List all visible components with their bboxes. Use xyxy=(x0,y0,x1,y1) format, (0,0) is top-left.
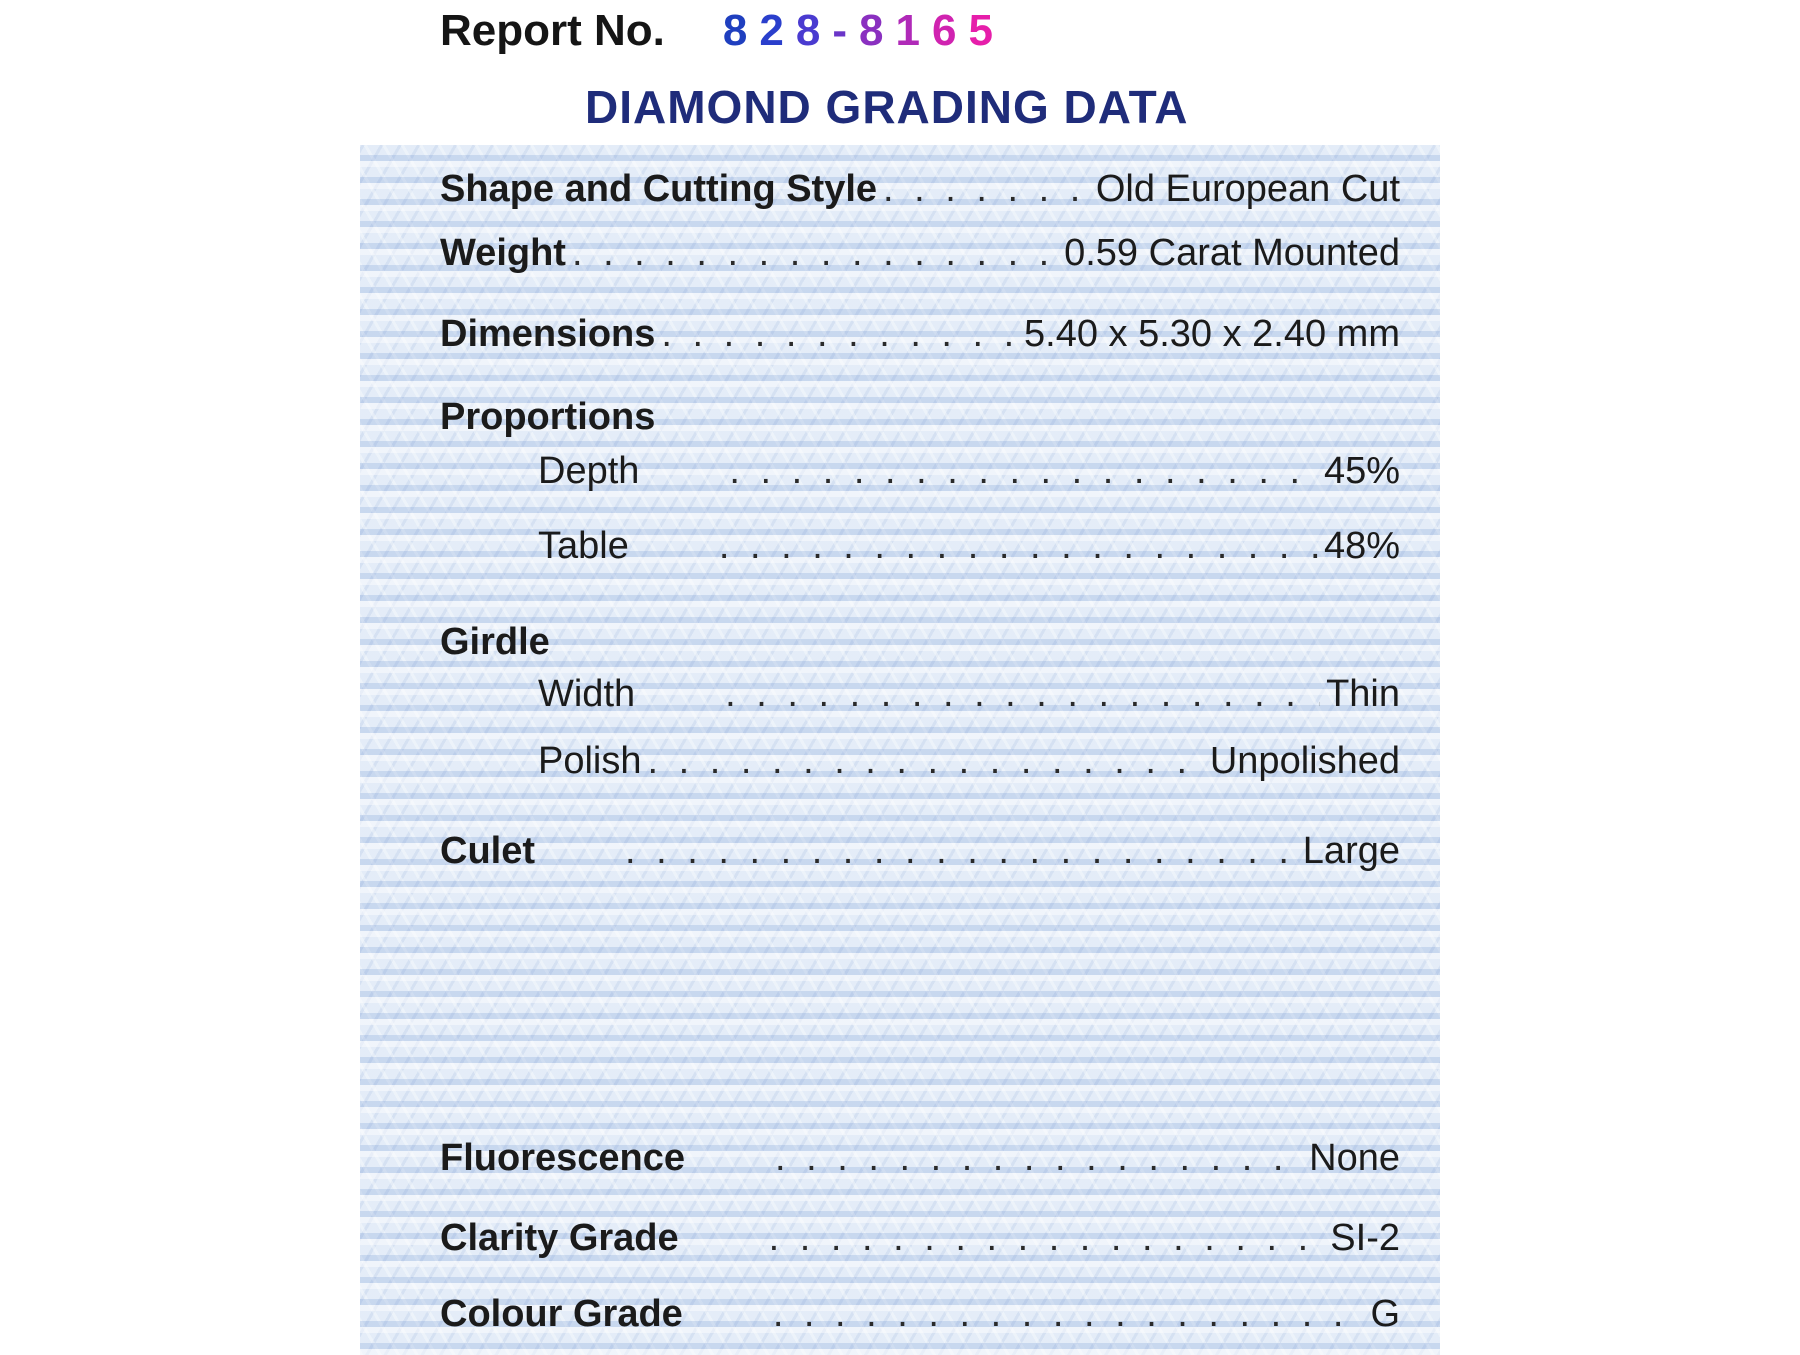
table-label: Table xyxy=(538,525,629,567)
report-header xyxy=(440,6,1005,56)
colour-row xyxy=(440,1293,1400,1336)
dimensions-value: 5.40 x 5.30 x 2.40 mm xyxy=(1024,313,1400,355)
depth-row xyxy=(440,450,1400,493)
report-number-label: Report No. xyxy=(440,6,665,55)
leader-dots xyxy=(773,1293,1365,1336)
leader-dots xyxy=(769,1217,1325,1260)
fluorescence-row xyxy=(440,1137,1400,1180)
report-digit: 6 xyxy=(931,6,969,55)
girdle-width-row xyxy=(440,673,1400,716)
leader-dots xyxy=(719,525,1318,568)
fluorescence-label: Fluorescence xyxy=(440,1137,685,1179)
dimensions-label: Dimensions xyxy=(440,313,656,355)
fluorescence-value: None xyxy=(1309,1137,1400,1179)
leader-dots xyxy=(625,830,1297,873)
leader-dots xyxy=(729,450,1318,493)
report-digit: - xyxy=(832,6,859,55)
table-value: 48% xyxy=(1323,525,1400,567)
report-digit: 5 xyxy=(968,6,1005,55)
leader-dots xyxy=(883,168,1090,211)
leader-dots xyxy=(725,673,1320,716)
girdle-polish-label: Polish xyxy=(538,740,642,782)
leader-dots xyxy=(572,232,1058,275)
page-title: DIAMOND GRADING DATA xyxy=(585,81,1189,133)
girdle-width-label: Width xyxy=(538,673,636,715)
weight-label: Weight xyxy=(440,232,566,274)
dimensions-row xyxy=(440,313,1400,356)
weight-value: 0.59 Carat Mounted xyxy=(1064,232,1400,274)
leader-dots xyxy=(775,1137,1303,1180)
depth-value: 45% xyxy=(1323,450,1400,492)
girdle-width-value: Thin xyxy=(1326,673,1400,715)
weight-row xyxy=(440,232,1400,275)
shape-value: Old European Cut xyxy=(1095,168,1400,210)
culet-value: Large xyxy=(1302,830,1400,872)
colour-label: Colour Grade xyxy=(440,1293,683,1335)
shape-label: Shape and Cutting Style xyxy=(440,168,878,210)
depth-label: Depth xyxy=(538,450,640,492)
report-digit: 8 xyxy=(722,6,760,55)
girdle-polish-value: Unpolished xyxy=(1209,740,1400,782)
leader-dots xyxy=(648,740,1204,783)
proportions-heading: Proportions xyxy=(440,396,656,438)
colour-value: G xyxy=(1370,1293,1400,1335)
report-digit: 8 xyxy=(795,6,833,55)
culet-row xyxy=(440,830,1400,873)
girdle-heading: Girdle xyxy=(440,621,550,663)
report-digit: 1 xyxy=(895,6,932,55)
girdle-polish-row xyxy=(440,740,1400,783)
culet-label: Culet xyxy=(440,830,535,872)
clarity-value: SI-2 xyxy=(1330,1217,1400,1259)
leader-dots xyxy=(661,313,1018,356)
report-number-value xyxy=(723,6,1005,56)
report-digit: 8 xyxy=(859,6,896,55)
clarity-label: Clarity Grade xyxy=(440,1217,679,1259)
report-digit: 2 xyxy=(759,6,796,55)
clarity-row xyxy=(440,1217,1400,1260)
table-row xyxy=(440,525,1400,568)
shape-row xyxy=(440,168,1400,211)
